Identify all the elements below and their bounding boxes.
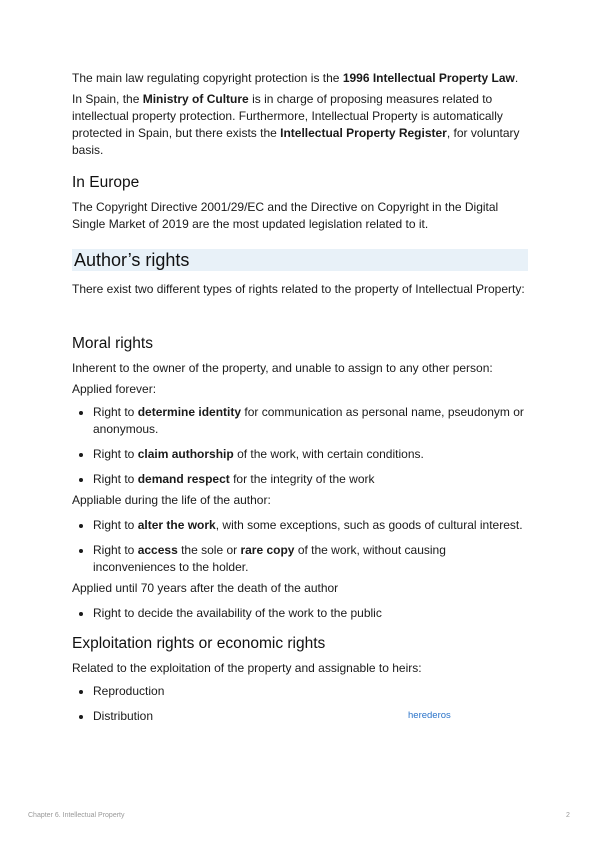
footer-chapter: Chapter 6. Intellectual Property <box>28 812 125 819</box>
seventy-label: Applied until 70 years after the death of the author <box>72 581 339 595</box>
exploitation-heading: Exploitation rights or economic rights <box>72 635 326 652</box>
life-list <box>72 517 528 576</box>
authors-rights-text: There exist two different types of rights related to the property of Intellectual Property: <box>72 282 525 296</box>
list-item: • Right to demand respect for the integrity of the work <box>93 471 528 488</box>
moral-intro: Inherent to the owner of the property, and unable to assign to any other person: <box>72 361 493 375</box>
footer-page-number: 2 <box>566 812 570 819</box>
list-item: • Reproduction <box>93 683 528 700</box>
forever-list <box>72 404 528 488</box>
forever-label: Applied forever: <box>72 382 157 396</box>
exploitation-list <box>72 683 528 725</box>
europe-text: The Copyright Directive 2001/29/EC and the Directive on Copyright in the Digital Single Market of 2019 are the most updated legislation related to it. <box>72 200 499 231</box>
authors-rights-heading: Author’s rights <box>72 249 528 271</box>
life-label: Appliable during the life of the author: <box>72 493 271 507</box>
list-item: • Right to determine identity for communication as personal name, pseudonym or anonymous. <box>93 404 528 438</box>
intro-paragraph-1: The main law regulating copyright protection is the 1996 Intellectual Property Law. <box>72 71 519 85</box>
moral-rights-heading: Moral rights <box>72 335 153 352</box>
list-item: • Right to alter the work, with some exceptions, such as goods of cultural interest. <box>93 517 528 534</box>
list-item: • Right to decide the availability of the work to the public <box>93 605 528 622</box>
list-item: • Right to access the sole or rare copy of the work, without causing inconveniences to the holder. <box>93 542 528 576</box>
list-item: • Distribution <box>93 708 528 725</box>
exploitation-intro: Related to the exploitation of the property and assignable to heirs: <box>72 661 422 675</box>
europe-heading: In Europe <box>72 174 140 191</box>
document-body <box>72 70 528 733</box>
seventy-list <box>72 605 528 622</box>
annotation-note: herederos <box>408 710 451 721</box>
intro-paragraph-2: In Spain, the Ministry of Culture is in charge of proposing measures related to intellectual property protection. Furthermore, Intellectual Property is automatically protected in Spain, but there exists the Intellectual Property Register, for voluntary basis. <box>72 92 520 157</box>
list-item: • Right to claim authorship of the work, with certain conditions. <box>93 446 528 463</box>
